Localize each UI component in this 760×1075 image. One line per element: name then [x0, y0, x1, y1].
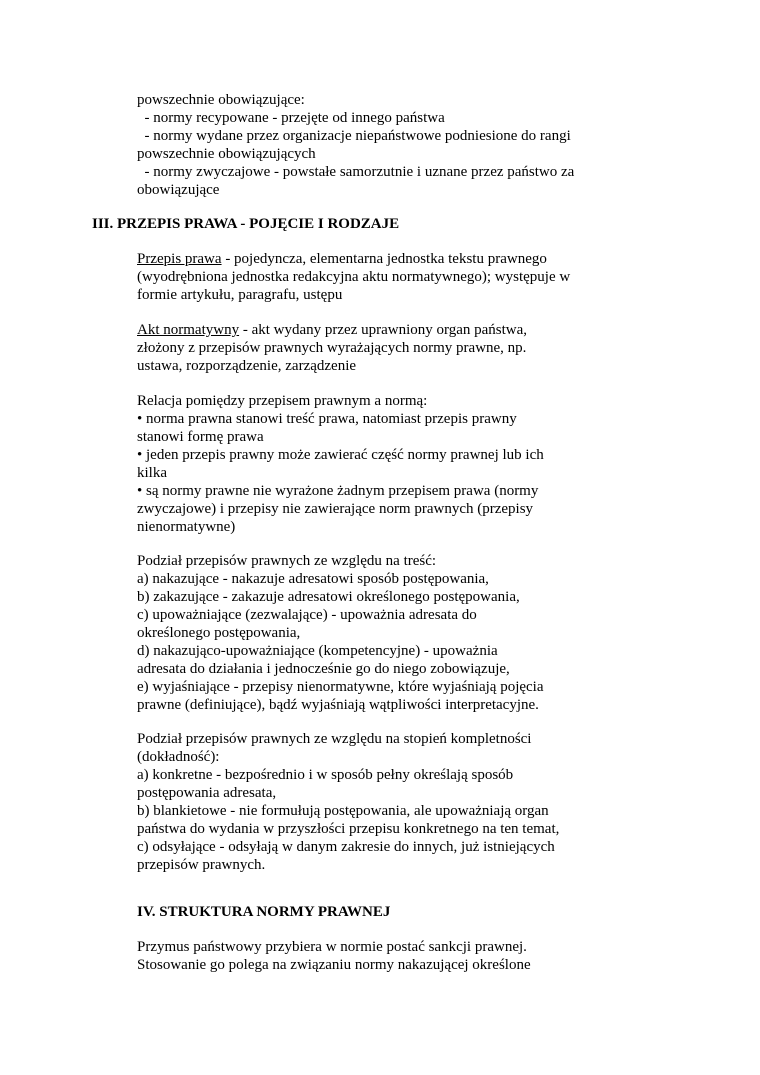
text-line: (wyodrębniona jednostka redakcyjna aktu normatywnego); występuje w: [137, 269, 571, 285]
text-line: zwyczajowe) i przepisy nie zawierające norm prawnych (przepisy: [137, 501, 534, 517]
definition-przepis-prawa: [137, 250, 547, 268]
list-item: e) wyjaśniające - przepisy nienormatywne, które wyjaśniają pojęcia: [137, 679, 544, 695]
definition-text: - pojedyncza, elementarna jednostka tekstu prawnego: [221, 251, 547, 267]
text-line: powszechnie obowiązujących: [137, 146, 316, 162]
section-heading-3: III. PRZEPIS PRAWA - POJĘCIE I RODZAJE: [92, 216, 400, 232]
list-item: b) blankietowe - nie formułują postępowania, ale upoważniają organ: [137, 803, 549, 819]
bullet-item: • są normy prawne nie wyrażone żadnym przepisem prawa (normy: [137, 483, 539, 499]
list-item: - normy wydane przez organizacje niepaństwowe podniesione do rangi: [137, 128, 571, 144]
bullet-item: • jeden przepis prawny może zawierać część normy prawnej lub ich: [137, 447, 544, 463]
list-item: d) nakazująco-upoważniające (kompetencyjne) - upoważnia: [137, 643, 498, 659]
list-item: - normy zwyczajowe - powstałe samorzutnie i uznane przez państwo za: [137, 164, 575, 180]
text-line: Relacja pomiędzy przepisem prawnym a normą:: [137, 393, 428, 409]
list-item: a) konkretne - bezpośrednio i w sposób pełny określają sposób: [137, 767, 514, 783]
text-line: państwa do wydania w przyszłości przepisu konkretnego na ten temat,: [137, 821, 560, 837]
text-line: przepisów prawnych.: [137, 857, 266, 873]
text-line: prawne (definiujące), bądź wyjaśniają wątpliwości interpretacyjne.: [137, 697, 539, 713]
text-line: adresata do działania i jednocześnie go do niego zobowiązuje,: [137, 661, 510, 677]
text-line: kilka: [137, 465, 167, 481]
bullet-item: • norma prawna stanowi treść prawa, natomiast przepis prawny: [137, 411, 517, 427]
list-item: - normy recypowane - przejęte od innego państwa: [137, 110, 445, 126]
list-item: c) odsyłające - odsyłają w danym zakresie do innych, już istniejących: [137, 839, 555, 855]
text-line: ustawa, rozporządzenie, zarządzenie: [137, 358, 357, 374]
text-line: Podział przepisów prawnych ze względu na stopień kompletności: [137, 731, 532, 747]
text-line: stanowi formę prawa: [137, 429, 264, 445]
text-line: obowiązujące: [137, 182, 220, 198]
text-line: Stosowanie go polega na związaniu normy nakazującej określone: [137, 957, 531, 973]
text-line: nienormatywne): [137, 519, 236, 535]
text-line: Przymus państwowy przybiera w normie postać sankcji prawnej.: [137, 939, 527, 955]
text-line: powszechnie obowiązujące:: [137, 92, 305, 108]
text-line: złożony z przepisów prawnych wyrażających normy prawne, np.: [137, 340, 527, 356]
text-line: formie artykułu, paragrafu, ustępu: [137, 287, 343, 303]
text-line: postępowania adresata,: [137, 785, 277, 801]
text-line: Podział przepisów prawnych ze względu na treść:: [137, 553, 437, 569]
definition-akt-normatywny: [137, 321, 527, 339]
text-line: określonego postępowania,: [137, 625, 301, 641]
term-przepis-prawa: Przepis prawa: [137, 251, 222, 267]
term-akt-normatywny: Akt normatywny: [137, 322, 240, 338]
section-heading-4: IV. STRUKTURA NORMY PRAWNEJ: [137, 904, 391, 920]
list-item: c) upoważniające (zezwalające) - upoważnia adresata do: [137, 607, 477, 623]
text-line: (dokładność):: [137, 749, 220, 765]
list-item: a) nakazujące - nakazuje adresatowi sposób postępowania,: [137, 571, 489, 587]
definition-text: - akt wydany przez uprawniony organ państwa,: [239, 322, 528, 338]
list-item: b) zakazujące - zakazuje adresatowi określonego postępowania,: [137, 589, 520, 605]
